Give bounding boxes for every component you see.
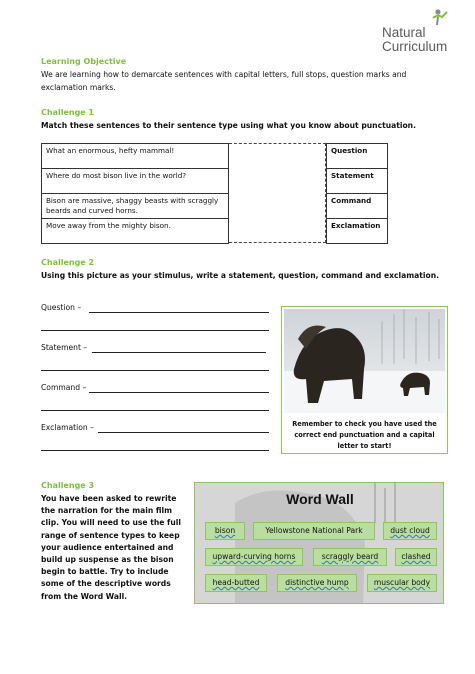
- word-chip: Yellowstone National Park: [253, 522, 375, 540]
- sentence-cell: What an enormous, hefty mammal!: [42, 144, 229, 169]
- table-row: [42, 169, 229, 194]
- command-prompt: Command –: [41, 383, 87, 392]
- table-row: [327, 169, 388, 194]
- word-chip: scraggly beard: [313, 548, 387, 566]
- command-answer-line-2[interactable]: [41, 410, 269, 411]
- sentence-cell: Bison are massive, shaggy beasts with scraggly beards and curved horns.: [42, 194, 229, 219]
- word-chip: muscular body: [367, 574, 437, 592]
- logo-line-2: Curriculum: [382, 39, 448, 54]
- type-cell: Statement: [327, 169, 388, 194]
- word-wall: [194, 482, 444, 604]
- exclamation-prompt: Exclamation –: [41, 423, 94, 432]
- challenge-3-text: You have been asked to rewrite the narration for the main film clip. You will need to use the full range of sentence types to keep your audience entertained and build up suspense as the bison begin to battle. Try to include some of the descriptive words from the Word Wall.: [41, 494, 181, 601]
- table-row: [42, 219, 229, 244]
- table-row: [42, 144, 229, 169]
- challenge-3-heading: Challenge 3: [41, 481, 95, 490]
- question-answer-line[interactable]: [89, 312, 269, 313]
- exclamation-answer-line[interactable]: [98, 432, 269, 433]
- table-row: [42, 194, 229, 219]
- statement-prompt: Statement –: [41, 343, 88, 352]
- challenge-1-heading: Challenge 1: [41, 108, 95, 117]
- sentence-cell: Move away from the mighty bison.: [42, 219, 229, 244]
- exclamation-answer-line-2[interactable]: [41, 450, 269, 451]
- word-chip: bison: [205, 522, 245, 540]
- command-answer-line[interactable]: [89, 392, 269, 393]
- learning-objective-text: We are learning how to demarcate sentences with capital letters, full stops, question marks and exclamation marks.: [41, 70, 407, 92]
- challenge-2-heading: Challenge 2: [41, 258, 95, 267]
- table-row: [327, 219, 388, 244]
- word-wall-title: Word Wall: [286, 491, 354, 507]
- type-table: [326, 143, 388, 244]
- question-answer-line-2[interactable]: [41, 330, 269, 331]
- bison-photo-box: [281, 306, 448, 454]
- question-prompt: Question –: [41, 303, 82, 312]
- type-cell: Exclamation: [327, 219, 388, 244]
- photo-caption: Remember to check you have used the correct end punctuation and a capital letter to start!: [292, 420, 437, 450]
- matching-area[interactable]: [229, 143, 326, 243]
- word-chip: upward-curving horns: [205, 548, 303, 566]
- challenge-2-instruction: Using this picture as your stimulus, write a statement, question, command and exclamation.: [41, 271, 440, 280]
- challenge-1-instruction: Match these sentences to their sentence type using what you know about punctuation.: [41, 121, 416, 130]
- logo-figure-icon: [429, 8, 451, 28]
- statement-answer-line[interactable]: [92, 352, 266, 353]
- table-row: [327, 144, 388, 169]
- statement-answer-line-2[interactable]: [41, 370, 269, 371]
- word-chip: distinctive hump: [277, 574, 357, 592]
- logo-line-1: Natural: [382, 25, 426, 40]
- sentence-table: [41, 143, 229, 244]
- logo: [382, 8, 467, 52]
- word-chip: dust cloud: [383, 522, 437, 540]
- word-chip: clashed: [395, 548, 437, 566]
- type-cell: Question: [327, 144, 388, 169]
- word-chip: head-butted: [205, 574, 267, 592]
- sentence-cell: Where do most bison live in the world?: [42, 169, 229, 194]
- type-cell: Command: [327, 194, 388, 219]
- bison-photo: [284, 309, 445, 413]
- table-row: [327, 194, 388, 219]
- learning-objective-heading: Learning Objective: [41, 57, 127, 66]
